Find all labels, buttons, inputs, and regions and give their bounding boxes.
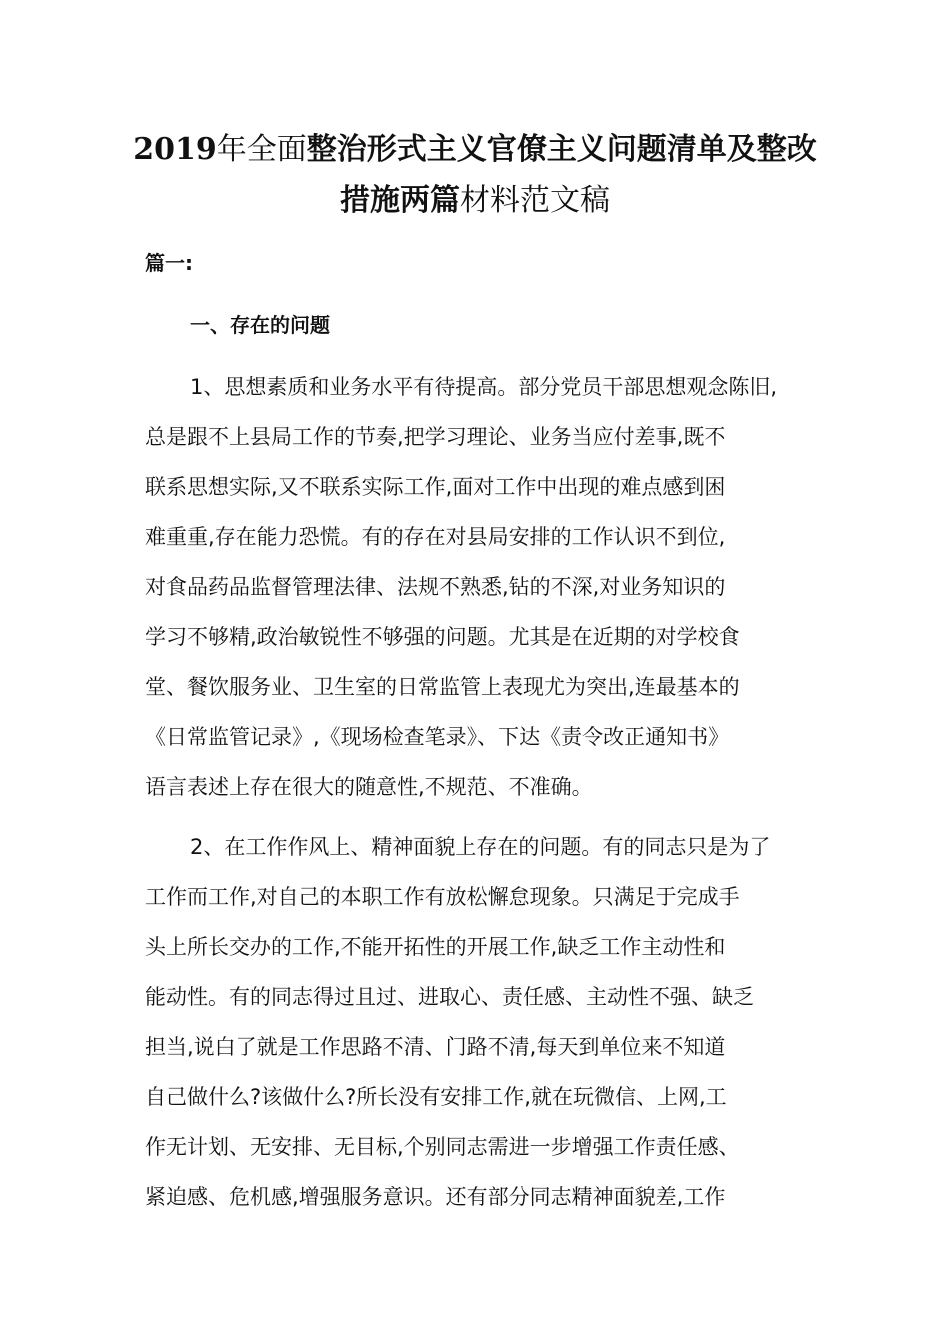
document-title-line-2: [120, 181, 830, 221]
paragraph-line: 对食品药品监督管理法律、法规不熟悉,钻的不深,对业务知识的: [145, 575, 726, 599]
paragraph-line: 自己做什么?该做什么?所长没有安排工作,就在玩微信、上网,工: [145, 1085, 727, 1109]
paragraph-line: 学习不够精,政治敏锐性不够强的问题。尤其是在近期的对学校食: [145, 625, 740, 649]
paragraph-line: 堂、餐饮服务业、卫生室的日常监管上表现尤为突出,连最基本的: [145, 675, 740, 699]
document-title-line-1: [120, 130, 830, 170]
paragraph-line: 语言表述上存在很大的随意性,不规范、不准确。: [145, 775, 593, 799]
section-heading: 一、存在的问题: [190, 313, 330, 337]
paragraph-line: 能动性。有的同志得过且过、进取心、责任感、主动性不强、缺乏: [145, 985, 754, 1009]
paragraph-line: 担当,说白了就是工作思路不清、门路不清,每天到单位来不知道: [145, 1035, 726, 1059]
title-text-c: 措施两篇: [340, 183, 460, 218]
paragraph-line: 联系思想实际,又不联系实际工作,面对工作中出现的难点感到困: [145, 475, 726, 499]
title-text-a: 年全面: [216, 132, 307, 167]
title-text-d: 材料范文稿: [460, 183, 610, 218]
paragraph-line: 作无计划、无安排、无目标,个别同志需进一步增强工作责任感、: [145, 1135, 740, 1159]
paragraph-line: 1、思想素质和业务水平有待提高。部分党员干部思想观念陈旧,: [190, 375, 778, 399]
title-year: 2019: [133, 132, 217, 167]
paragraph-line: 《日常监管记录》,《现场检查笔录》、下达《责令改正通知书》: [145, 725, 730, 749]
paragraph-line: 总是跟不上县局工作的节奏,把学习理论、业务当应付差事,既不: [145, 425, 726, 449]
paragraph-line: 工作而工作,对自己的本职工作有放松懈怠现象。只满足于完成手: [145, 885, 740, 909]
title-text-b: 整治形式主义官僚主义问题清单及整改: [306, 132, 817, 167]
paragraph-line: 2、在工作作风上、精神面貌上存在的问题。有的同志只是为了: [190, 835, 771, 859]
paragraph-line: 难重重,存在能力恐慌。有的存在对县局安排的工作认识不到位,: [145, 525, 726, 549]
paragraph-line: 头上所长交办的工作,不能开拓性的开展工作,缺乏工作主动性和: [145, 935, 726, 959]
paragraph-line: 紧迫感、危机感,增强服务意识。还有部分同志精神面貌差,工作: [145, 1185, 726, 1209]
part-label: 篇一:: [145, 251, 193, 275]
